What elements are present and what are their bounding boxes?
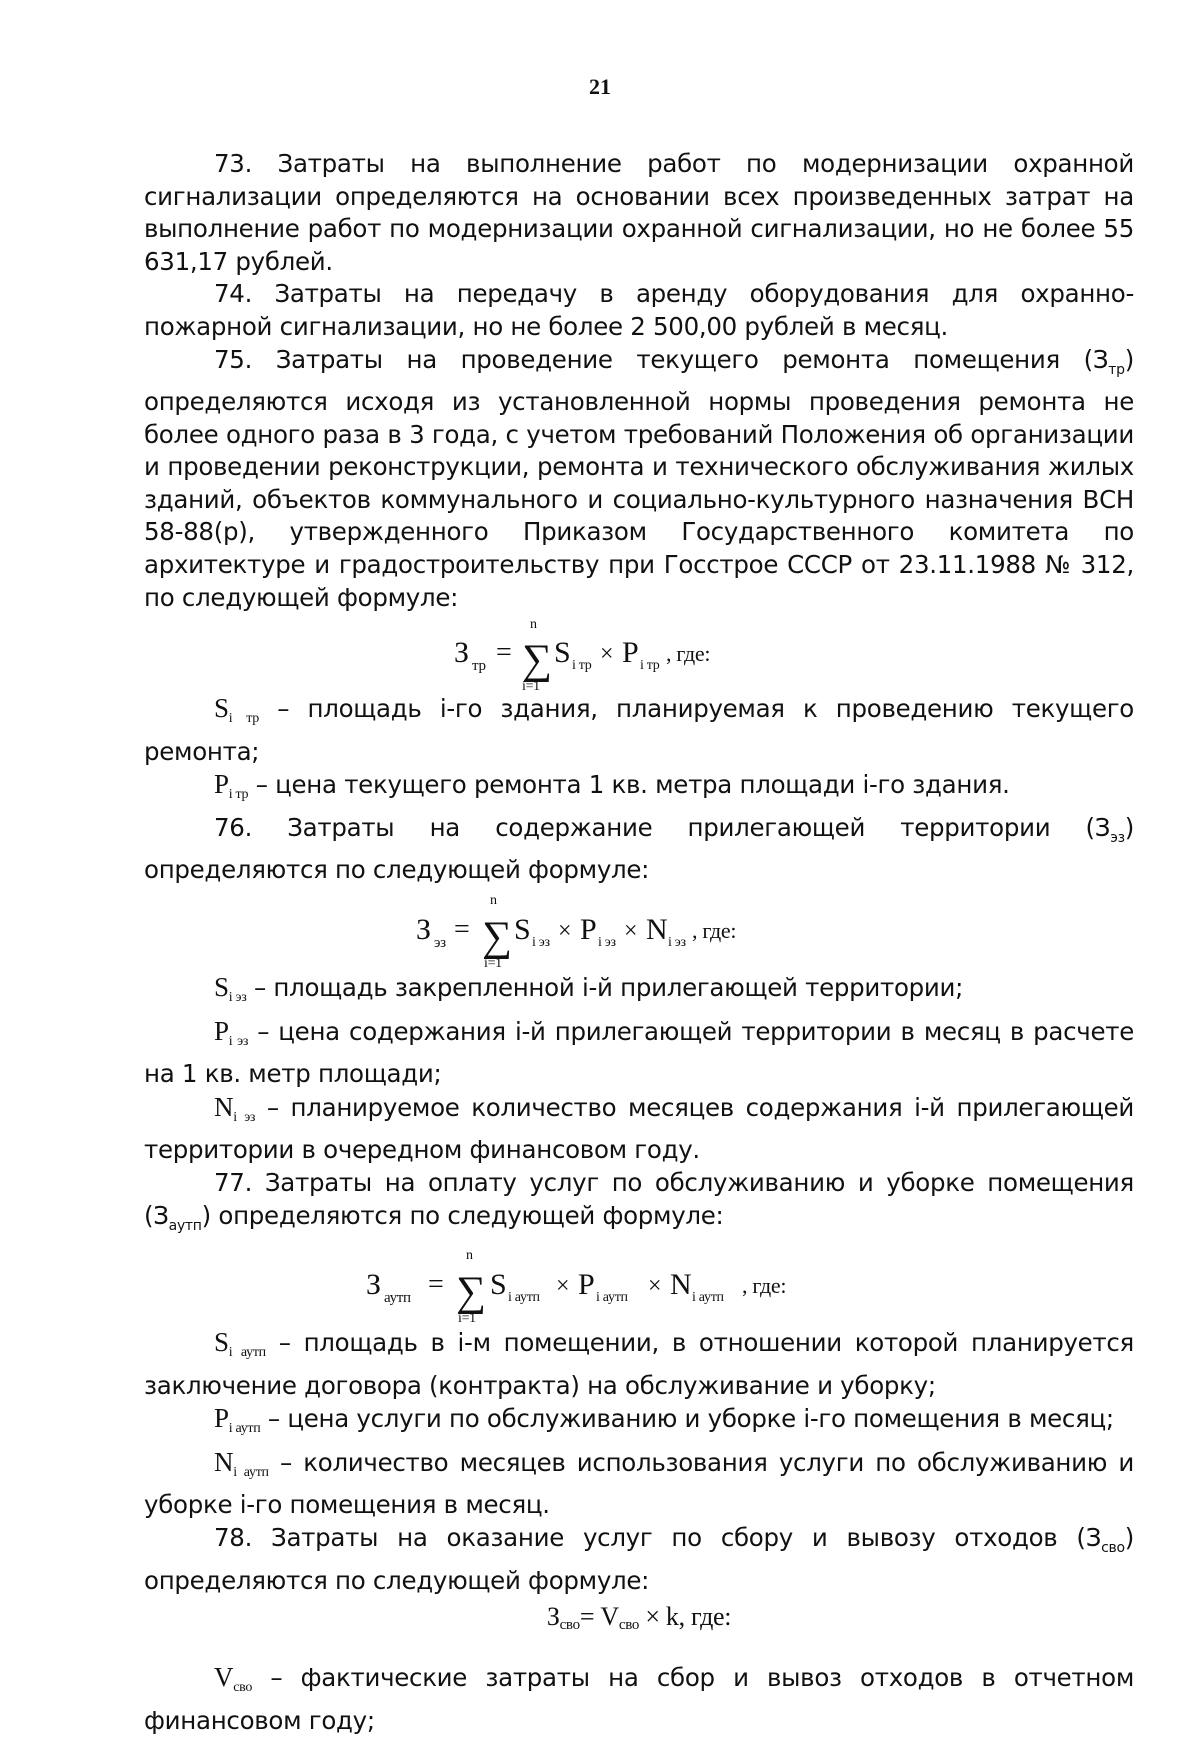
f-autp-lhs-sub: аутп	[384, 1290, 411, 1307]
f-ez-n: N	[646, 913, 668, 947]
spacer	[144, 1637, 1134, 1661]
f-autp-s-sub: i аутп	[508, 1290, 540, 1306]
def-s-tr: $S_{i тр}$ – площадь i-го здания, планируемая к проведению текущего ремонта;	[144, 693, 1134, 766]
f-ez-lhs-sub: эз	[434, 935, 446, 952]
sigma-icon: ∑	[522, 637, 552, 684]
f-ez-top: n	[490, 893, 497, 909]
f-ez-tail: , где:	[692, 918, 737, 944]
paragraph-74: 74. Затраты на передачу в аренду оборудования для охранно-пожарной сигнализации, но не более 2 500,00 рублей в месяц.	[144, 279, 1134, 341]
f-tr-p: P	[622, 636, 639, 670]
f-ez-p: P	[580, 913, 597, 947]
f-tr-top: n	[530, 617, 537, 633]
f-tr-s: S	[554, 636, 571, 670]
f-ez-bottom: i=1	[484, 956, 502, 972]
f-tr-lhs: З	[454, 636, 469, 670]
paragraph-77: 77. Затраты на оплату услуг по обслуживанию и уборке помещения $(З_{аутп})$ определяются по следующей формуле:	[144, 1168, 1134, 1234]
f-svo-eq: =	[579, 1602, 595, 1632]
f-ez-s-sub: i эз	[532, 935, 550, 951]
f-autp-times-1: ×	[556, 1273, 570, 1300]
formula-waste	[144, 1597, 1134, 1637]
f-autp-bottom: i=1	[458, 1311, 476, 1327]
formula-cleaning-svg	[144, 1242, 1134, 1326]
formula-cleaning	[144, 1242, 1134, 1326]
f-autp-top: n	[466, 1248, 473, 1264]
f-tr-lhs-sub: тр	[472, 658, 486, 675]
sigma-icon: ∑	[456, 1269, 486, 1316]
f-svo-lhs-sub: сво	[559, 1617, 580, 1634]
formula-territory	[144, 887, 1134, 971]
f-autp-eq: =	[428, 1269, 444, 1301]
def-s-autp: $S_{i аутп}$ – площадь в i-м помещении, в отношении которой планируется заключение договора (контракта) на обслуживание и уборку;	[144, 1327, 1134, 1400]
formula-repair	[144, 614, 1134, 695]
def-n-autp: $N_{i аутп}$ – количество месяцев использования услуги по обслуживанию и уборке i-го помещения в месяц.	[144, 1446, 1134, 1520]
f-svo-v-sub: сво	[618, 1617, 640, 1634]
def-v-svo: $V_{сво}$ – фактические затраты на сбор и вывоз отходов в отчетном финансовом году;	[144, 1662, 1134, 1735]
paragraph-76: 76. Затраты на содержание прилегающей территории $(З_{эз})$ определяются по следующей формуле:	[144, 812, 1134, 885]
f-autp-s: S	[490, 1268, 507, 1302]
f-svo-v: V	[600, 1602, 619, 1632]
paragraph-73: 73. Затраты на выполнение работ по модернизации охранной сигнализации определяются на основании всех произведенных затрат на выполнение работ по модернизации охранной сигнализации, но не более 55 631,17 рублей.	[144, 149, 1134, 276]
f-tr-bottom: i=1	[522, 679, 540, 695]
f-tr-eq: =	[496, 637, 512, 669]
f-autp-lhs: З	[366, 1268, 381, 1302]
def-p-tr: $P_{i тр}$ – цена текущего ремонта 1 кв. метра площади i-го здания.	[214, 769, 1010, 803]
f-tr-times: ×	[600, 641, 614, 668]
document-body	[144, 148, 1134, 1737]
def-p-ez: $P_{i эз}$ – цена содержания i-й прилегающей территории в месяц в расчете на 1 кв. метр площади;	[144, 1015, 1134, 1089]
def-p-autp: $P_{i аутп}$ – цена услуги по обслуживанию и уборке i-го помещения в месяц;	[214, 1403, 1114, 1437]
def-s-ez: $S_{i эз}$ – площадь закрепленной i-й прилегающей территории;	[214, 972, 964, 1006]
page-number: 21	[589, 74, 611, 99]
paragraph-78: 78. Затраты на оказание услуг по сбору и вывозу отходов $(З_{сво})$ определяются по следующей формуле:	[144, 1523, 1134, 1595]
sigma-icon: ∑	[482, 914, 512, 961]
f-ez-times-2: ×	[624, 918, 638, 945]
f-autp-p: P	[578, 1268, 595, 1302]
f-svo-tail: , где:	[678, 1602, 732, 1632]
f-autp-times-2: ×	[648, 1273, 662, 1300]
def-n-ez: $N_{i эз}$ – планируемое количество месяцев содержания i-й прилегающей территории в очередном финансовом году.	[144, 1091, 1134, 1165]
f-tr-s-sub: i тр	[572, 658, 592, 674]
paragraph-75: 75. Затраты на проведение текущего ремонта помещения $(З_{тр})$ определяются исходя из установленной нормы проведения ремонта не более одного раза в 3 года, с учетом требований Положения об организации и проведении реконструкции, ремонта и технического обслуживания жилых зданий, объектов коммунального и социально-культурного назначения ВСН 58-88(р), утвержденного Приказом Государственного комитета по архитектуре и градостроительству при Госстрое СССР от 23.11.1988 № 312, по следующей формуле:	[144, 344, 1134, 612]
f-ez-s: S	[514, 913, 531, 947]
f-svo-times: ×	[645, 1602, 660, 1632]
f-ez-p-sub: i эз	[598, 935, 616, 951]
f-ez-lhs: З	[416, 913, 431, 947]
f-autp-n-sub: i аутп	[692, 1290, 724, 1306]
f-svo-k: k	[665, 1602, 679, 1632]
f-autp-p-sub: i аутп	[596, 1290, 628, 1306]
f-tr-p-sub: i тр	[640, 658, 660, 674]
f-svo-lhs: З	[546, 1602, 560, 1632]
formula-repair-svg	[144, 614, 1134, 695]
formula-territory-svg	[144, 887, 1134, 971]
f-ez-times-1: ×	[558, 918, 572, 945]
f-ez-eq: =	[454, 914, 470, 946]
f-tr-tail: , где:	[666, 641, 711, 667]
f-ez-n-sub: i эз	[668, 935, 686, 951]
f-autp-n: N	[670, 1268, 692, 1302]
f-autp-tail: , где:	[742, 1273, 787, 1299]
